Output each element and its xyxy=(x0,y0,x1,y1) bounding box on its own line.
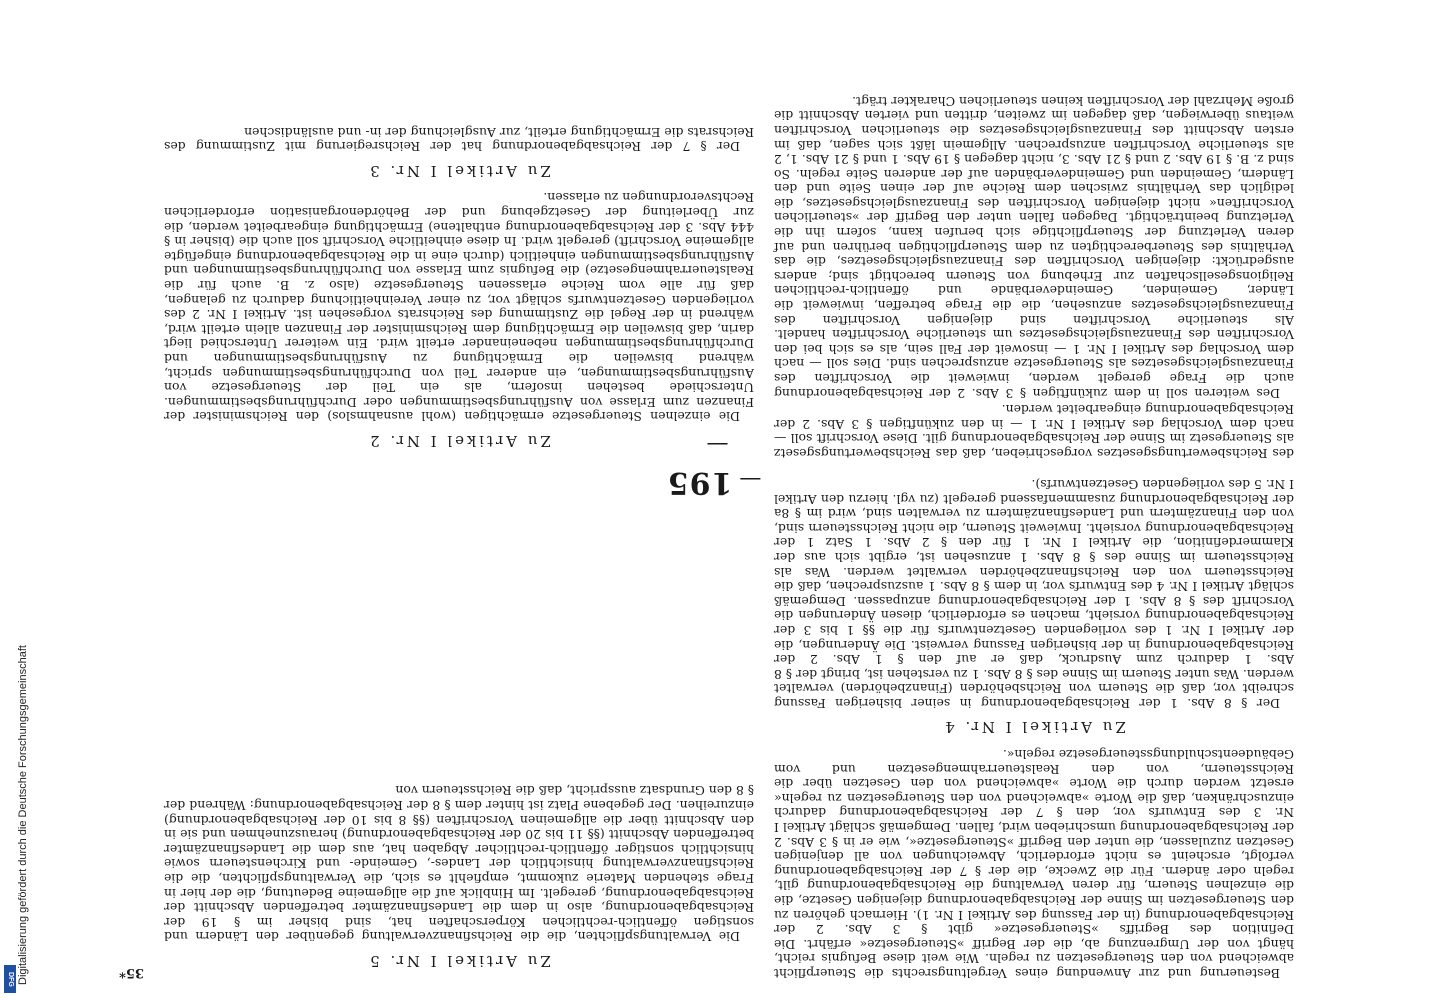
paragraph: Die einzelnen Steuergesetze ermächtigen (wohl ausnahmslos) den Reichsminister der Finanzen zum Erlasse von Ausführungsbestimmungen oder Durchführungsbestimmungen. Unterschiede bestehen insofern, als ein Teil der Steuergesetze von Ausführungsbestimmungen, ein anderer Teil von Durchführungsbestimmungen spricht, während bisweilen die Ermächtigung zu Ausführungsbestimmungen und Durchführungsbestimmungen nebeneinander erteilt wird. Ein weiterer Unterschied liegt darin, daß bisweilen die Ermächtigung dem Reichsminister der Finanzen allein erteilt wird, während in der Regel die Zustimmung des Reichsrats vorgesehen ist. Artikel I Nr. 2 des vorliegenden Gesetzentwurfs schlägt vor, zu einer Vereinheitlichung dadurch zu gelangen, daß für alle vom Reiche erlassenen Steuergesetze (also z. B. auch für die Realsteuerrahmengesetze) die Befugnis zum Erlasse von Durchführungsbestimmungen und Ausführungsbestimmungen einheitlich (durch eine in die Reichsabgabenordnung eingefügte allgemeine Vorschrift) geregelt wird. In diese einheitliche Vorschrift soll auch die (bisher in § 444 Abs. 3 der Reichsabgabenordnung enthaltene) Ermächtigung eingearbeitet werden, die zur Überleitung der Gesetzgebung und der Behördenorganisation erforderlichen Rechtsverordnungen zu erlassen. xyxy=(164,190,754,425)
section-heading: Zu Artikel I Nr. 5 xyxy=(367,952,551,970)
dfg-logo: DFG xyxy=(4,965,16,993)
paragraph: Der § 7 der Reichsabgabenordnung hat der Reichsregierung mit Zustimmung des Reichsrats die Ermächtigung erteilt, zur Ausgleichung der in- und ausländischen xyxy=(164,124,754,155)
paragraph: Der § 8 Abs. 1 der Reichsabgabenordnung in seiner bisherigen Fassung schreibt vor, daß die Steuern von Reichsbehörden (Finanzbehörden) verwaltet werden. Was unter Steuern im Sinne des § 8 Abs. 1 zu verstehen ist, bringt der § 8 Abs. 1 dadurch zum Ausdruck, daß er auf den § 1 Abs. 2 der Reichsabgabenordnung in der bisherigen Fassung verweist. Die Änderungen, die der Artikel I Nr. 1 des vorliegenden Gesetzentwurfs für die §§ 1 bis 3 der Reichsabgabenordnung vorsieht, machen es erforderlich, diesen Änderungen die Vorschrift des § 8 Abs. 1 der Reichsabgabenordnung anzupassen. Demgemäß schlägt Artikel I Nr. 4 des Entwurfs vor, in dem § 8 Abs. 1 auszusprechen, daß die Reichssteuern von den Reichsfinanzbehörden verwaltet werden. Was als Reichssteuern im Sinne des § 8 Abs. 1 anzusehen ist, ergibt sich aus der Klammerdefinition, die Artikel I Nr. 1 für den § 2 Abs. 1 Satz 1 der Reichsabgabenordnung vorsieht. Inwieweit Steuern, die nicht Reichssteuern sind, von den Finanzämtern und Landesfinanzämtern zu verwalten sind, wird im § 8a der Reichsabgabenordnung zusammenfassend geregelt (zu vgl. hierzu den Artikel I Nr. 5 des vorliegenden Gesetzentwurfs). xyxy=(774,477,1294,711)
column-lower-right xyxy=(164,10,754,460)
section-heading: Zu Artikel I Nr. 4 xyxy=(942,718,1126,737)
column-upper-left xyxy=(774,477,1294,981)
paragraph: Besteuerung und zur Anwendung eines Vergeltungsrechts die Steuerpflicht abweichend von den Steuergesetzen zu regeln. Wie weit diese Befugnis reicht, hängt von der Umgrenzung ab, die der Begriff »Steuergesetze« erfährt. Die Definition des Begriffs »Steuergesetze« gibt § 3 Abs. 2 der Reichsabgabenordnung (in der Fassung des Artikel I Nr. 1). Hiernach gehören zu den Steuergesetzen im Sinne der Reichsabgabenordnung diejenigen Gesetze, die die einzelnen Steuern, für deren Verwaltung die Reichsabgabenordnung gilt, regeln oder ändern. Für die Zwecke, die der § 7 der Reichsabgabenordnung verfolgt, erscheint es nicht erforderlich, Abweichungen von all denjenigen Gesetzen zuzulassen, die unter den Begriff »Steuergesetze«, wie er in § 3 Abs. 2 der Reichsabgabenordnung umschrieben wird, fallen. Demgemäß schlägt Artikel I Nr. 3 des Entwurfs vor, den § 7 der Reichsabgabenordnung dadurch einzuschränken, daß die Worte »abweichend von den Steuergesetzen zu regeln« ersetzt werden durch die Worte »abweichend von den Gesetzen über die Reichssteuern, von den Realsteuerrahmengesetzen und vom Gebäudeentschuldungssteuergesetze regeln«. xyxy=(774,747,1294,981)
page-number-value: 195 xyxy=(666,465,733,500)
digitization-text: Digitalisierung gefördert durch die Deutsche Forschungsgemeinschaft xyxy=(17,645,29,985)
paragraph: des Reichsbewertungsgesetzes vorgeschrieben, daß das Reichsbewertungsgesetz als Steuergesetz im Sinne der Reichsabgabenordnung gilt. Diese Vorschrift soll — nach dem Vorschlag des Artikel I Nr. 1 — in den zukünftigen § 3 Abs. 2 der Reichsabgabenordnung eingearbeitet werden. xyxy=(774,402,1294,461)
column-lower-left xyxy=(774,10,1294,460)
paragraph: Des weiteren soll in dem zukünftigen § 3 Abs. 2 der Reichsabgabenordnung auch die Frage geregelt werden, inwieweit die Vorschriften des Finanzausgleichsgesetzes als Steuergesetze anzusprechen sind. Dies soll — nach dem Vorschlag des Artikel I Nr. 1 — insoweit der Fall sein, als es sich bei den Vorschriften des Finanzausgleichsgesetzes um steuerliche Vorschriften handelt. Als steuerliche Vorschriften sind diejenigen Vorschriften des Finanzausgleichsgesetzes anzusehen, die die Frage betreffen, inwieweit die Länder, Gemeinden, Gemeindeverbände und öffentlich-rechtlichen Religionsgesellschaften zur Erhebung von Steuern berechtigt sind; anders ausgedrückt: diejenigen Vorschriften des Finanzausgleichsgesetzes, die das Verhältnis des Steuerberechtigten zu dem Steuerpflichtigen berühren und auf deren Verletzung der Steuerpflichtige sich berufen kann, sofern ihn die Verletzung beeinträchtigt. Dagegen fallen unter den Begriff der »steuerlichen Vorschriften« nicht diejenigen Vorschriften des Finanzausgleichsgesetzes, die lediglich das Verhältnis zwischen dem Reiche auf der einen Seite und den Ländern, Gemeinden und Gemeindeverbänden auf der anderen Seite regeln. So sind z. B. § 19 Abs. 2 und § 21 Abs. 3, nicht dagegen § 19 Abs. 1 und § 21 Abs. 1, 2 als steuerliche Vorschriften anzusprechen. Allgemein läßt sich sagen, daß im ersten Abschnitt des Finanzausgleichsgesetzes die steuerlichen Vorschriften weitaus überwiegen, daß dagegen im zweiten, dritten und vierten Abschnitt die große Mehrzahl der Vorschriften keinen steuerlichen Charakter trägt. xyxy=(774,93,1294,401)
section-heading: Zu Artikel I Nr. 2 xyxy=(367,432,551,450)
page-number: —195— xyxy=(666,432,762,500)
column-upper-right xyxy=(164,510,754,980)
digitization-note xyxy=(2,0,32,1000)
paragraph: Die Verwaltungspflichten, die die Reichsfinanzverwaltung gegenüber den Ländern und sonstigen öffentlich-rechtlichen Körperschaften hat, sind bisher im § 19 der Reichsabgabenordnung, also in dem die Landesfinanzämter betreffenden Abschnitt der Reichsabgabenordnung, geregelt. Im Hinblick auf die allgemeine Bedeutung, die der hier in Frage stehenden Materie zukommt, empfiehlt es sich, die Verwaltungspflichten, die die Reichsfinanzverwaltung hinsichtlich der Landes-, Gemeinde- und Kirchensteuern sowie hinsichtlich sonstiger öffentlich-rechtlicher Abgaben hat, aus dem die Landesfinanzämter betreffenden Abschnitt (§§ 11 bis 20 der Reichsabgabenordnung) herauszunehmen und sie in den Abschnitt über die allgemeinen Vorschriften (§§ 8 bis 10 der Reichsabgabenordnung) einzureihen. Der gegebene Platz ist hinter dem § 8 der Reichsabgabenordnung: Während der § 8 den Grundsatz ausspricht, daß die Reichssteuern von xyxy=(164,783,754,945)
sheet-signature: 35* xyxy=(119,965,144,980)
section-heading: Zu Artikel I Nr. 3 xyxy=(367,161,551,180)
